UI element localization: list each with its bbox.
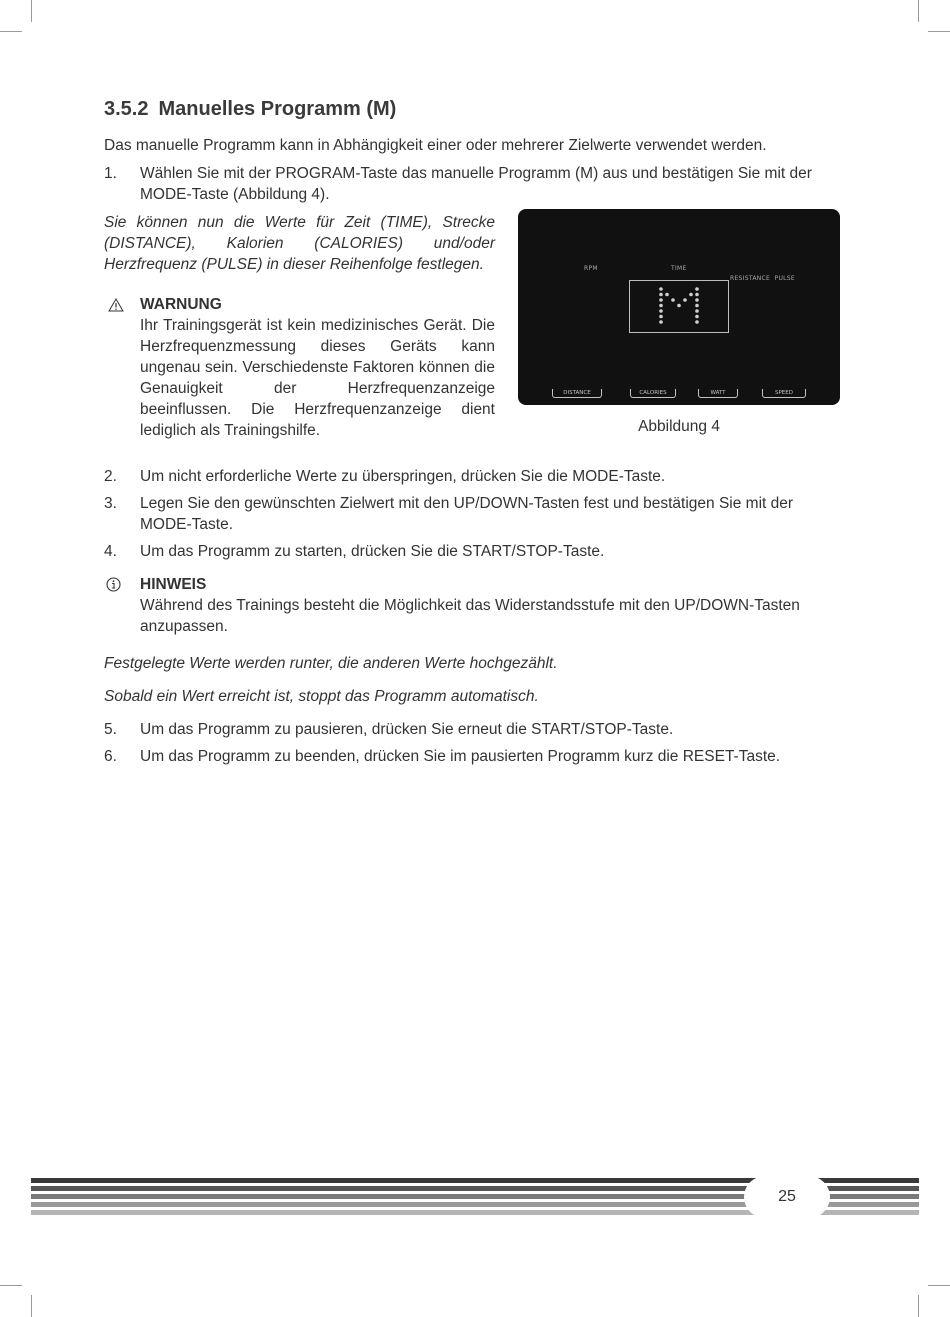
list-text: Wählen Sie mit der PROGRAM-Taste das manuelle Programm (M) aus und bestätigen Sie mit der MODE-Taste (Abbildung 4). bbox=[140, 165, 812, 203]
note-box bbox=[104, 574, 846, 637]
distance-key-label: DISTANCE bbox=[552, 389, 602, 398]
list-item bbox=[104, 493, 846, 535]
section-heading bbox=[104, 96, 846, 122]
list-number: 5. bbox=[104, 721, 117, 738]
intro-paragraph: Das manuelle Programm kann in Abhängigkeit einer oder mehrerer Zielwerte verwendet werden. bbox=[104, 137, 767, 154]
figure-4 bbox=[518, 209, 840, 437]
crop-mark bbox=[31, 0, 32, 22]
crop-mark bbox=[918, 0, 919, 22]
watt-key-label: WATT bbox=[698, 389, 738, 398]
list-number: 1. bbox=[104, 165, 117, 182]
section-title: Manuelles Programm (M) bbox=[158, 98, 397, 120]
note-title: HINWEIS bbox=[140, 576, 207, 593]
italic-intro: Sie können nun die Werte für Zeit (TIME), Strecke (DISTANCE), Kalorien (CALORIES) und/oder Herzfrequenz (PULSE) in dieser Reihenfolge festlegen. bbox=[104, 214, 495, 273]
list-item bbox=[104, 746, 846, 767]
list-text: Um das Programm zu pausieren, drücken Sie erneut die START/STOP-Taste. bbox=[140, 721, 674, 738]
list-number: 6. bbox=[104, 748, 117, 765]
calories-key-label: CALORIES bbox=[630, 389, 676, 398]
list-item bbox=[104, 466, 846, 487]
crop-mark bbox=[918, 1295, 919, 1317]
list-text: Legen Sie den gewünschten Zielwert mit den UP/DOWN-Tasten fest und bestätigen Sie mit der MODE-Taste. bbox=[140, 495, 794, 533]
two-column-block bbox=[104, 212, 846, 458]
page-number: 25 bbox=[744, 1176, 830, 1218]
figure-caption: Abbildung 4 bbox=[638, 418, 720, 435]
warning-text: Ihr Trainingsgerät ist kein medizinisches Gerät. Die Herzfrequenzmessung dieses Geräts kann ungenau sein. Verschiedenste Faktoren können die Genauigkeit der Herzfrequenzanzeige beeinflussen. Die Herzfrequenzanzeige dient lediglich als Trainingshilfe. bbox=[140, 317, 495, 439]
list-item bbox=[104, 541, 846, 562]
left-column bbox=[104, 212, 495, 441]
list-text: Um das Programm zu starten, drücken Sie die START/STOP-Taste. bbox=[140, 543, 605, 560]
resistance-pulse-label: RESISTANCE PULSE bbox=[730, 275, 795, 282]
crop-mark bbox=[928, 31, 950, 32]
rpm-label: RPM bbox=[584, 265, 598, 272]
info-icon bbox=[106, 577, 121, 598]
crop-mark bbox=[31, 1295, 32, 1317]
crop-mark bbox=[0, 31, 22, 32]
crop-mark bbox=[0, 1285, 22, 1286]
list-number: 3. bbox=[104, 495, 117, 512]
warning-title: WARNUNG bbox=[140, 296, 222, 313]
italic-note: Sobald ein Wert erreicht ist, stoppt das Programm automatisch. bbox=[104, 688, 539, 705]
time-label: TIME bbox=[671, 265, 687, 272]
italic-note: Festgelegte Werte werden runter, die anderen Werte hochgezählt. bbox=[104, 655, 558, 672]
list-number: 4. bbox=[104, 543, 117, 560]
dot-matrix-letter-m bbox=[630, 281, 728, 332]
speed-key-label: SPEED bbox=[762, 389, 806, 398]
note-text: Während des Trainings besteht die Möglichkeit das Widerstandsstufe mit den UP/DOWN-Tasten anzupassen. bbox=[140, 597, 800, 635]
list-text: Um das Programm zu beenden, drücken Sie im pausierten Programm kurz die RESET-Taste. bbox=[140, 748, 781, 765]
list-number: 2. bbox=[104, 468, 117, 485]
crop-mark bbox=[928, 1285, 950, 1286]
display-window bbox=[629, 280, 729, 333]
list-item bbox=[104, 719, 846, 740]
warning-triangle-icon bbox=[108, 297, 124, 318]
warning-box bbox=[104, 294, 495, 441]
list-item bbox=[104, 163, 846, 205]
section-number: 3.5.2 bbox=[104, 98, 149, 120]
console-display-image bbox=[518, 209, 840, 405]
list-text: Um nicht erforderliche Werte zu überspringen, drücken Sie die MODE-Taste. bbox=[140, 468, 666, 485]
page-content bbox=[104, 96, 846, 773]
